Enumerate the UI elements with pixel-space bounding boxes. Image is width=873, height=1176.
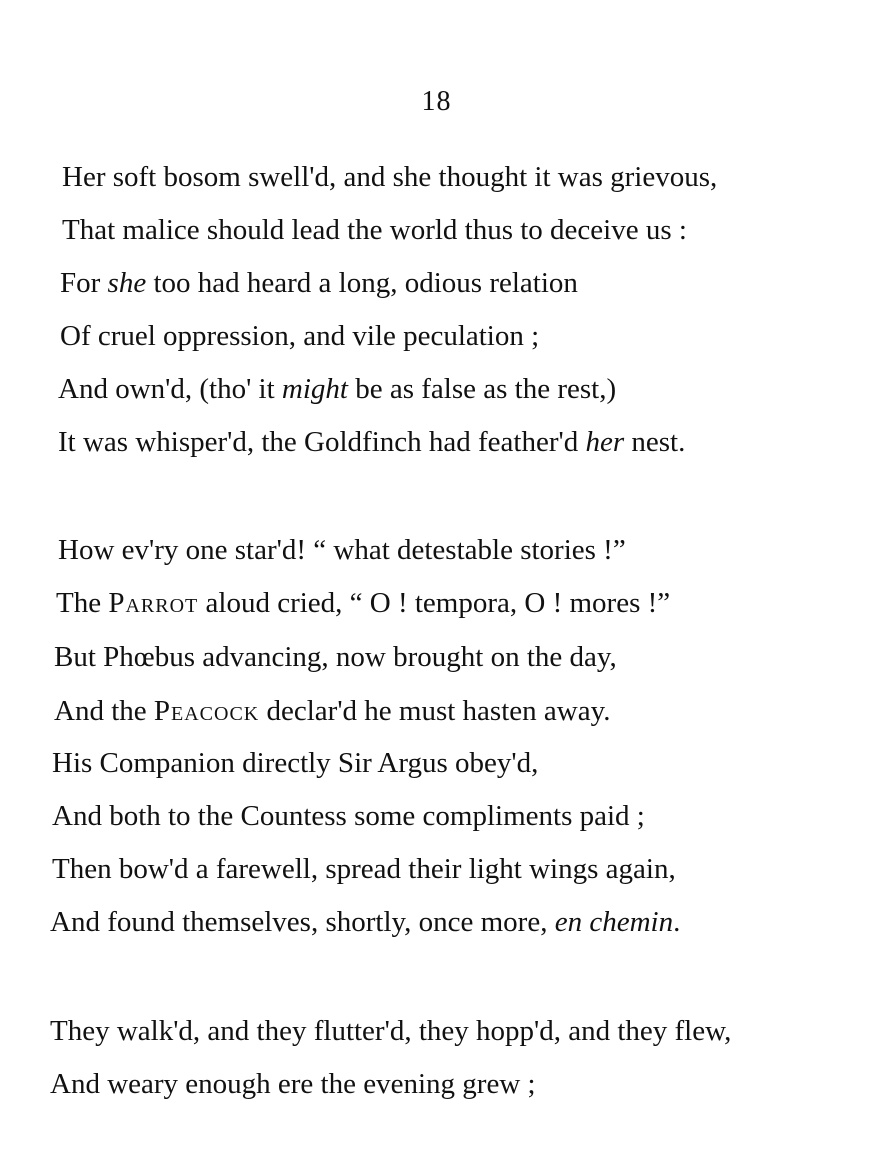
italic-word: she: [107, 267, 147, 299]
poem-line: And weary enough ere the evening grew ;: [50, 1068, 536, 1100]
poem-line-text: For: [60, 267, 108, 299]
poem-line-text: It was whisper'd, the Goldfinch had feather'd: [58, 426, 586, 458]
poem-line: They walk'd, and they flutter'd, they hopp'd, and they flew,: [50, 1015, 732, 1047]
poem-line: [54, 694, 610, 728]
poem-line: And both to the Countess some compliments paid ;: [52, 800, 645, 832]
poem-line-text: And found themselves, shortly, once more,: [50, 906, 555, 938]
poem-line: [58, 425, 685, 459]
poem-line-text: And own'd, (tho' it: [58, 373, 282, 405]
poem-line: [58, 372, 616, 406]
poem-line: [60, 266, 578, 300]
poem-line: Then bow'd a farewell, spread their light wings again,: [52, 853, 676, 885]
poem-line-text: .: [673, 906, 681, 938]
poem-line-text: aloud cried, “ O ! tempora, O ! mores !”: [198, 587, 671, 619]
poem-line: That malice should lead the world thus to deceive us :: [62, 214, 687, 246]
italic-word: her: [585, 426, 625, 458]
poem-line: His Companion directly Sir Argus obey'd,: [52, 747, 539, 779]
speaker-name-parrot: Parrot: [108, 587, 199, 619]
poem-line-text: declar'd he must hasten away.: [259, 695, 611, 727]
poem-line: Of cruel oppression, and vile peculation ;: [60, 320, 540, 352]
poem-line: How ev'ry one star'd! “ what detestable stories !”: [58, 534, 626, 566]
page-number: 18: [421, 86, 452, 117]
poem-line: Her soft bosom swell'd, and she thought it was grievous,: [62, 161, 718, 193]
poem-line-text: The: [56, 587, 109, 619]
poem-line: But Phœbus advancing, now brought on the day,: [54, 641, 617, 673]
italic-word: might: [281, 373, 348, 405]
italic-phrase: en chemin: [554, 906, 674, 938]
poem-line: [56, 586, 670, 620]
poem-line-text: And the: [54, 695, 154, 727]
poem-line: [50, 905, 680, 939]
poem-line-text: too had heard a long, odious relation: [146, 267, 578, 299]
poem-line-text: be as false as the rest,): [347, 373, 617, 405]
speaker-name-peacock: Peacock: [153, 695, 260, 727]
poem-line-text: nest.: [624, 426, 686, 458]
